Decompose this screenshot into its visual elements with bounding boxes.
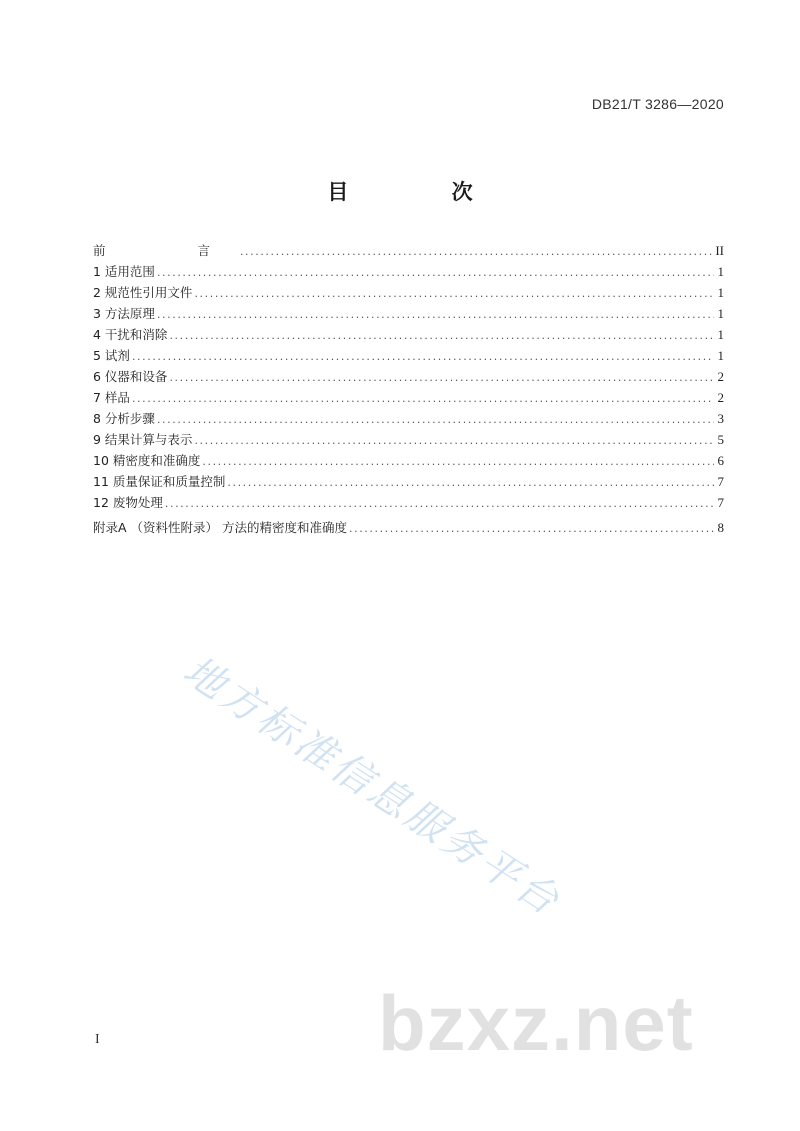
- toc-leader-dots: [157, 262, 714, 283]
- toc-leader-dots: [132, 346, 714, 367]
- toc-entry[interactable]: [93, 471, 724, 492]
- toc-entry-page: 6: [717, 453, 724, 468]
- toc-entry-page: 1: [717, 285, 724, 300]
- toc-entry[interactable]: [93, 429, 724, 450]
- toc-entry-label: 7 样品: [93, 390, 130, 405]
- toc-entry-label: 11 质量保证和质量控制: [93, 474, 226, 489]
- toc-entry[interactable]: [93, 387, 724, 408]
- toc-entry-page: 8: [717, 520, 724, 535]
- toc-leader-dots: [194, 430, 714, 451]
- toc-entry[interactable]: [93, 240, 724, 261]
- toc-leader-dots: [227, 472, 714, 493]
- toc-entry-label: 1 适用范围: [93, 264, 155, 279]
- toc-entry-page: 1: [717, 348, 724, 363]
- toc-entry[interactable]: [93, 324, 724, 345]
- page-number: I: [95, 1032, 100, 1047]
- platform-watermark: 地方标准信息服务平台: [175, 647, 570, 926]
- toc-entry[interactable]: [93, 366, 724, 387]
- document-code: DB21/T 3286—2020: [591, 96, 724, 112]
- toc-entry[interactable]: [93, 282, 724, 303]
- toc-entry-page: 1: [717, 306, 724, 321]
- toc-entry-label: 12 废物处理: [93, 495, 163, 510]
- toc-entry-label: 9 结果计算与表示: [93, 432, 193, 447]
- toc-entry[interactable]: [93, 303, 724, 324]
- toc-entry-label: 5 试剂: [93, 348, 130, 363]
- toc-leader-dots: [157, 304, 714, 325]
- toc-entry-page: 2: [717, 369, 724, 384]
- toc-entry-label: 4 干扰和消除: [93, 327, 168, 342]
- toc-entry-label: 6 仪器和设备: [93, 369, 168, 384]
- toc-entry-page: 2: [717, 390, 724, 405]
- toc-entry-page: 7: [717, 495, 724, 510]
- table-of-contents: [93, 240, 724, 538]
- toc-leader-dots: [202, 451, 714, 472]
- toc-entry-label: 2 规范性引用文件: [93, 285, 193, 300]
- toc-entry-page: 7: [717, 474, 724, 489]
- toc-entry-label: 附录A （资料性附录） 方法的精密度和准确度: [93, 520, 347, 535]
- toc-leader-dots: [240, 241, 713, 262]
- toc-entry[interactable]: [93, 261, 724, 282]
- toc-leader-dots: [132, 388, 714, 409]
- toc-entry-label: 前 言: [93, 243, 238, 258]
- toc-leader-dots: [165, 493, 714, 514]
- toc-entry-page: 1: [717, 264, 724, 279]
- toc-entry[interactable]: [93, 517, 724, 538]
- toc-leader-dots: [194, 283, 714, 304]
- toc-leader-dots: [169, 367, 714, 388]
- toc-leader-dots: [169, 325, 714, 346]
- toc-entry-page: 1: [717, 327, 724, 342]
- toc-leader-dots: [157, 409, 714, 430]
- toc-leader-dots: [349, 518, 714, 539]
- toc-entry-page: 3: [717, 411, 724, 426]
- toc-entry[interactable]: [93, 450, 724, 471]
- toc-entry-page: 5: [717, 432, 724, 447]
- toc-entry-label: 8 分析步骤: [93, 411, 155, 426]
- toc-entry[interactable]: [93, 345, 724, 366]
- toc-entry[interactable]: [93, 408, 724, 429]
- toc-entry[interactable]: [93, 492, 724, 513]
- toc-entry-page: II: [715, 243, 724, 258]
- toc-title: 目 次: [327, 180, 521, 204]
- site-watermark: bzxz.net: [378, 979, 694, 1067]
- toc-entry-label: 3 方法原理: [93, 306, 155, 321]
- toc-entry-label: 10 精密度和准确度: [93, 453, 201, 468]
